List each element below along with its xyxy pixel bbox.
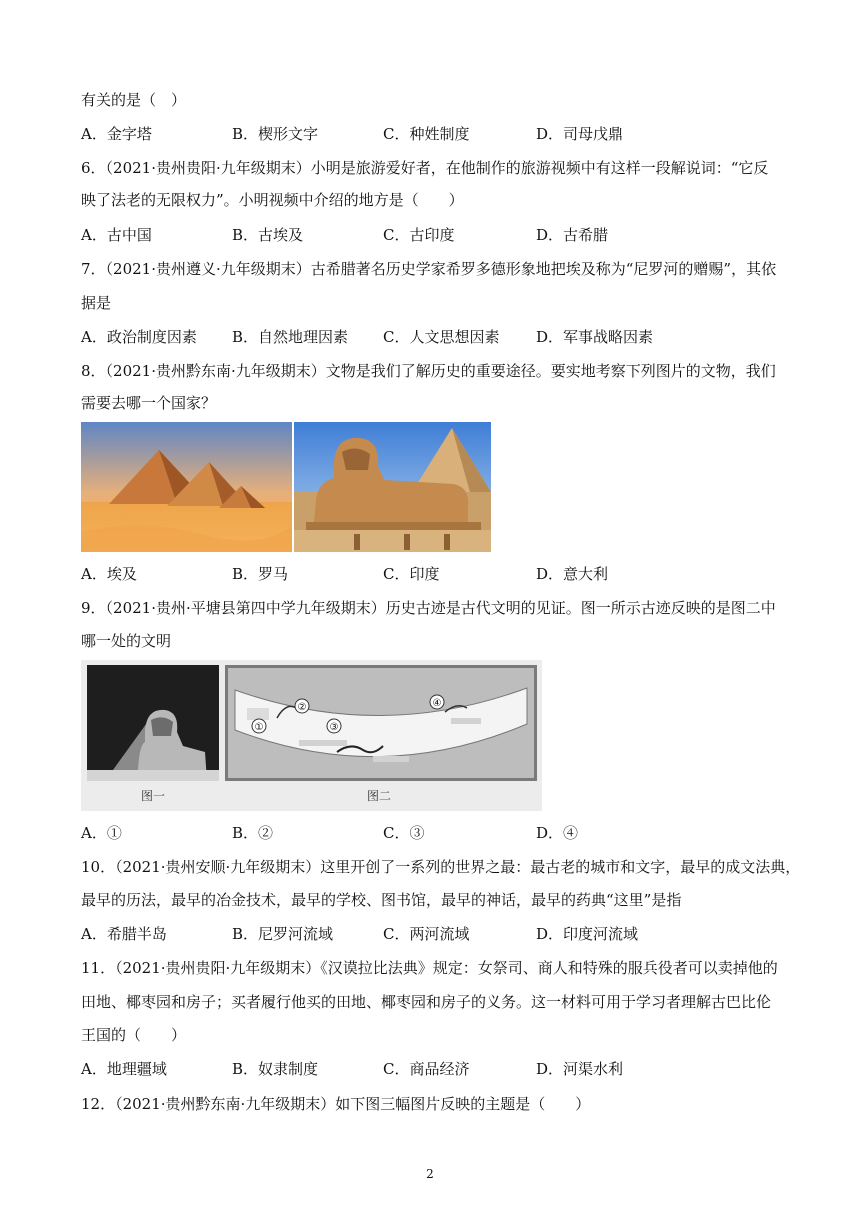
q5-option-b[interactable]: B．楔形文字 (232, 125, 319, 143)
q9-option-d[interactable]: D．④ (536, 824, 579, 842)
q6-stem-line2: 映了法老的无限权力”。小明视频中介绍的地方是（ ） (81, 191, 464, 209)
q5-option-a[interactable]: A．金字塔 (81, 125, 152, 143)
q8-option-c[interactable]: C．印度 (383, 565, 440, 583)
q12-stem-line1: 12．（2021·贵州黔东南·九年级期末）如下图三幅图片反映的主题是（ ） (81, 1095, 591, 1113)
q11-stem-line2: 田地、椰枣园和房子；买者履行他买的田地、椰枣园和房子的义务。这一材料可用于学习者理解古巴比伦 (81, 993, 772, 1011)
q9-options (81, 823, 781, 843)
q7-option-d[interactable]: D．军事战略因素 (536, 328, 654, 346)
q8-option-a[interactable]: A．埃及 (81, 565, 137, 583)
map-marker-4: ④ (432, 698, 442, 709)
map-marker-2: ② (297, 702, 307, 713)
q7-stem-line1: 7．（2021·贵州遵义·九年级期末）古希腊著名历史学家希罗多德形象地把埃及称为“尼罗河的赠赐”，其依 (81, 260, 777, 278)
q9-stem-line1: 9．（2021·贵州·平塘县第四中学九年级期末）历史古迹是古代文明的见证。图一所示古迹反映的是图二中 (81, 599, 776, 617)
q6-option-a[interactable]: A．古中国 (81, 226, 152, 244)
q10-option-a[interactable]: A．希腊半岛 (81, 925, 167, 943)
q6-stem-line1: 6．（2021·贵州贵阳·九年级期末）小明是旅游爱好者，在他制作的旅游视频中有这样一段解说词：“它反 (81, 159, 769, 177)
q8-option-d[interactable]: D．意大利 (536, 565, 609, 583)
q9-option-b[interactable]: B．② (232, 824, 274, 842)
q11-stem-line1: 11．（2021·贵州贵阳·九年级期末）《汉谟拉比法典》规定：女祭司、商人和特殊的服兵役者可以卖掉他的 (81, 959, 778, 977)
q6-option-b[interactable]: B．古埃及 (232, 226, 304, 244)
q11-option-d[interactable]: D．河渠水利 (536, 1060, 624, 1078)
map-marker-1: ① (254, 722, 264, 733)
q11-stem-line3: 王国的（ ） (81, 1026, 187, 1044)
sphinx-photo (294, 422, 491, 552)
pyramids-photo (81, 422, 292, 552)
figure-9-caption-1: 图一 (140, 789, 166, 803)
q8-stem-line2: 需要去哪一个国家？ (81, 394, 217, 412)
q7-option-b[interactable]: B．自然地理因素 (232, 328, 349, 346)
q9-stem-line2: 哪一处的文明 (81, 632, 172, 650)
q10-option-c[interactable]: C．两河流域 (383, 925, 470, 943)
q5-stem-tail: 有关的是（ ） (81, 91, 187, 109)
figure-9-sphinx-image (87, 665, 219, 781)
q6-option-d[interactable]: D．古希腊 (536, 226, 609, 244)
q7-options (81, 327, 781, 347)
q8-option-b[interactable]: B．罗马 (232, 565, 289, 583)
q10-stem-line1: 10．（2021·贵州安顺·九年级期末）这里开创了一系列的世界之最：最古老的城市和文字，最早的成文法典， (81, 858, 801, 876)
q10-options (81, 924, 781, 944)
figure-9-composite (81, 660, 542, 811)
q11-options (81, 1059, 781, 1079)
q7-option-c[interactable]: C．人文思想因素 (383, 328, 500, 346)
q5-option-d[interactable]: D．司母戊鼎 (536, 125, 624, 143)
q10-stem-line2: 最早的历法，最早的冶金技术，最早的学校、图书馆，最早的神话，最早的药典“这里”是指 (81, 891, 682, 909)
q11-option-a[interactable]: A．地理疆域 (81, 1060, 167, 1078)
figure-9-caption-2: 图二 (366, 789, 392, 803)
q8-stem-line1: 8．（2021·贵州黔东南·九年级期末）文物是我们了解历史的重要途径。要实地考察下列图片的文物，我们 (81, 362, 776, 380)
q9-option-a[interactable]: A．① (81, 824, 122, 842)
q6-option-c[interactable]: C．古印度 (383, 226, 455, 244)
q6-options (81, 225, 781, 245)
q7-option-a[interactable]: A．政治制度因素 (81, 328, 197, 346)
q10-option-b[interactable]: B．尼罗河流域 (232, 925, 334, 943)
q10-option-d[interactable]: D．印度河流域 (536, 925, 639, 943)
q7-stem-line2: 据是 (81, 294, 112, 312)
map-marker-3: ③ (329, 722, 339, 733)
q9-option-c[interactable]: C．③ (383, 824, 425, 842)
q11-option-b[interactable]: B．奴隶制度 (232, 1060, 319, 1078)
page-number: 2 (426, 1167, 434, 1181)
q5-options (81, 124, 781, 144)
figure-9-map (225, 665, 537, 781)
q8-options (81, 564, 781, 584)
q5-option-c[interactable]: C．种姓制度 (383, 125, 470, 143)
q11-option-c[interactable]: C．商品经济 (383, 1060, 470, 1078)
